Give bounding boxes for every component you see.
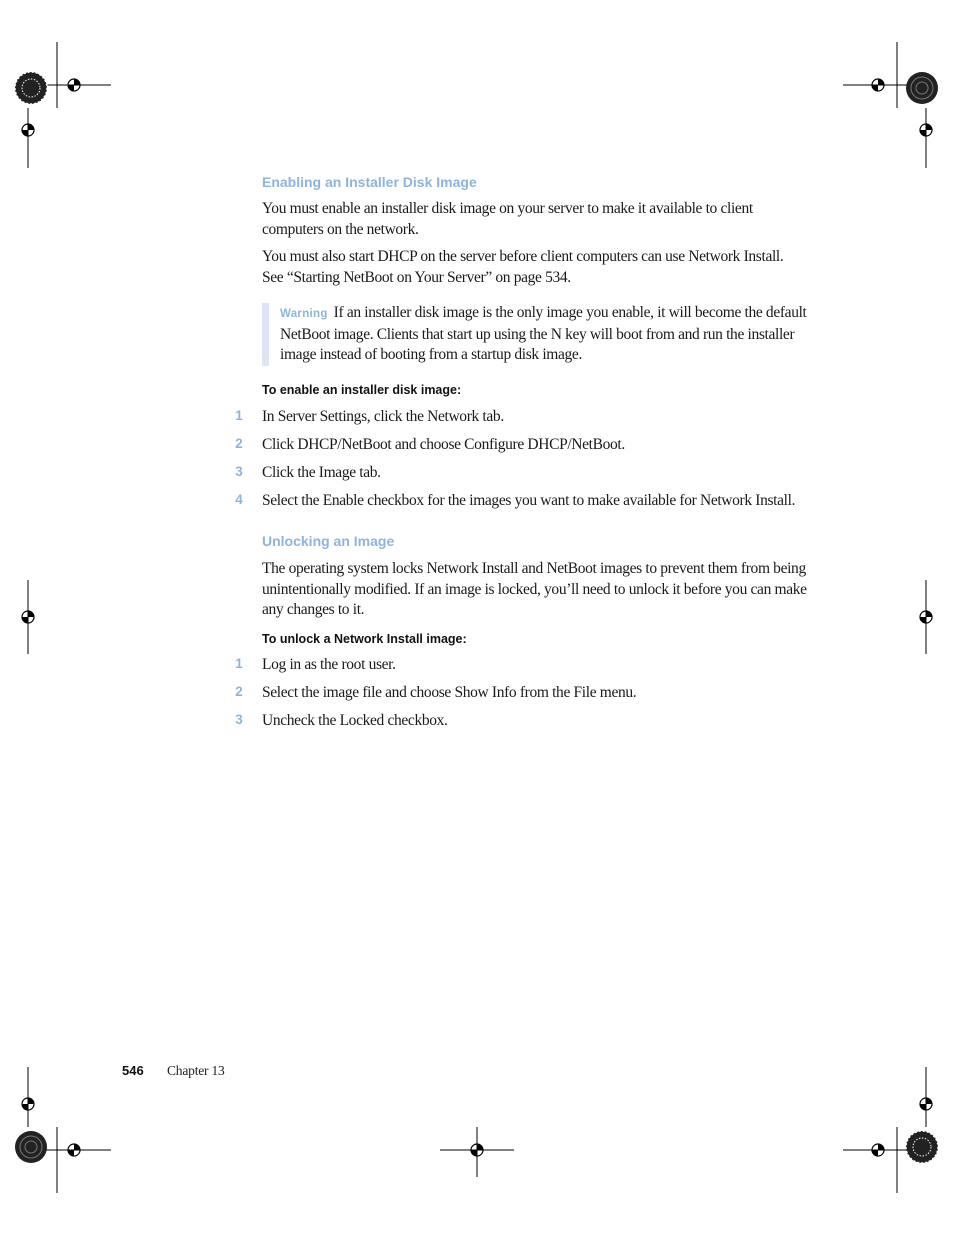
paragraph-dhcp-note: You must also start DHCP on the server before client computers can use Network Install. See “Starting NetBoot on Your Server” on page 534. [262, 248, 784, 286]
step-text: Click the Image tab. [262, 464, 381, 481]
step-text: Click DHCP/NetBoot and choose Configure DHCP/NetBoot. [262, 436, 625, 453]
step-number: 2 [235, 436, 243, 451]
step-text: Select the Enable checkbox for the images you want to make available for Network Install. [262, 492, 796, 509]
warning-label: Warning [280, 308, 328, 320]
section-heading-unlocking: Unlocking an Image [262, 533, 395, 549]
step-number: 1 [235, 656, 243, 671]
step-number: 4 [235, 492, 243, 507]
step-text: Uncheck the Locked checkbox. [262, 712, 448, 729]
step-text: Select the image file and choose Show Info from the File menu. [262, 684, 637, 701]
warning-callout [262, 303, 810, 366]
paragraph-unlock-intro: The operating system locks Network Install and NetBoot images to prevent them from being unintentionally modified. If an image is locked, you’ll need to unlock it before you can make any changes to it. [262, 560, 807, 618]
page-number: 546 [122, 1063, 144, 1078]
task-heading-enable: To enable an installer disk image: [262, 383, 462, 397]
step-number: 3 [235, 464, 243, 479]
warning-text: If an installer disk image is the only image you enable, it will become the default NetBoot image. Clients that start up using the N key will boot from and run the installer image instead of booting from a startup disk image. [280, 304, 807, 363]
task-heading-unlock: To unlock a Network Install image: [262, 632, 467, 646]
step-number: 3 [235, 712, 243, 727]
step-number: 1 [235, 408, 243, 423]
chapter-label: Chapter 13 [167, 1063, 225, 1078]
step-text: In Server Settings, click the Network tab. [262, 408, 504, 425]
step-text: Log in as the root user. [262, 656, 396, 673]
paragraph-enable-intro: You must enable an installer disk image on your server to make it available to client computers on the network. [262, 200, 753, 238]
step-number: 2 [235, 684, 243, 699]
section-heading-enabling: Enabling an Installer Disk Image [262, 174, 477, 190]
